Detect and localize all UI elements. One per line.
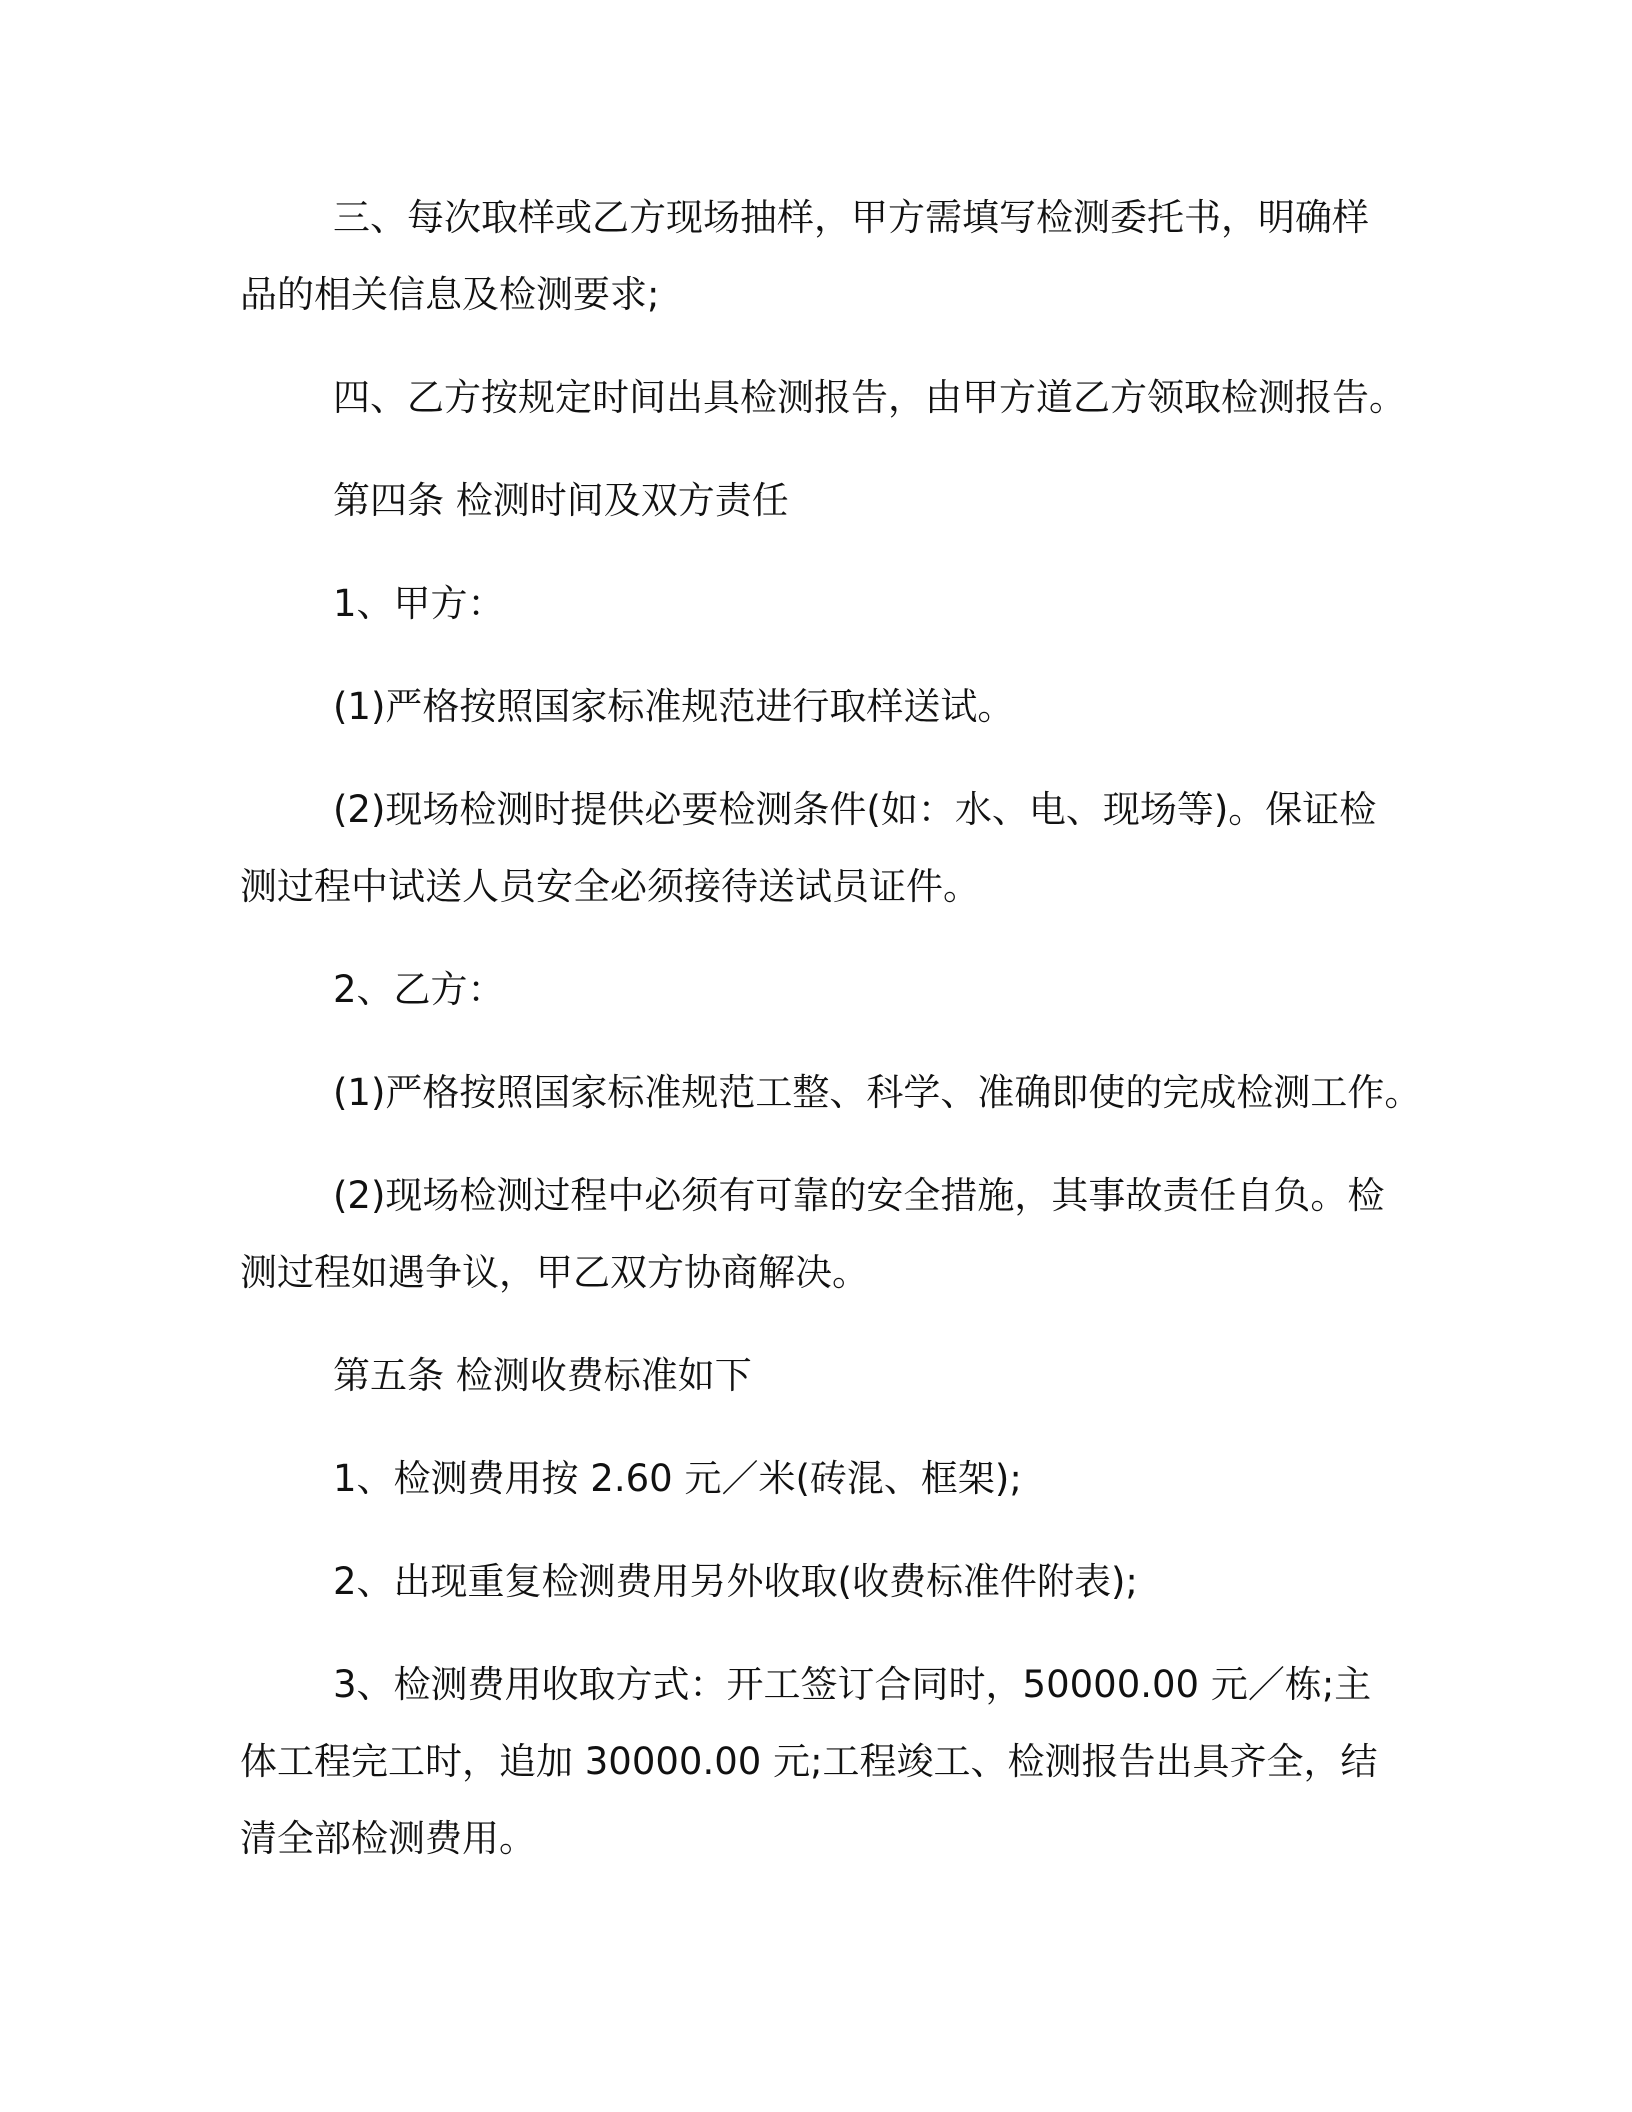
paragraph-line: (1)严格按照国家标准规范进行取样送试。 [333,685,1015,728]
paragraph-line: 清全部检测费用。 [240,1817,536,1860]
paragraph-line: 第五条 检测收费标准如下 [333,1354,752,1397]
paragraph-line: 测过程如遇争议，甲乙双方协商解决。 [240,1251,869,1294]
paragraph-line: 1、甲方： [333,582,505,625]
fee-item-2 [0,1543,1632,1620]
article-five-heading [0,1337,1632,1414]
paragraph-line: 品的相关信息及检测要求; [240,273,660,316]
paragraph-line: 2、出现重复检测费用另外收取(收费标准件附表); [333,1560,1138,1603]
paragraph-line: (2)现场检测时提供必要检测条件(如：水、电、现场等)。保证检 [333,788,1377,831]
paragraph-line: (1)严格按照国家标准规范工整、科学、准确即使的完成检测工作。 [333,1071,1422,1114]
article-four-heading [0,462,1632,539]
paragraph-line: 第四条 检测时间及双方责任 [333,479,789,522]
party-a-item-2 [0,771,1632,925]
fee-item-1 [0,1440,1632,1517]
paragraph-line: 三、每次取样或乙方现场抽样，甲方需填写检测委托书，明确样 [333,196,1369,239]
item-four-report [0,359,1632,436]
party-a-item-1 [0,668,1632,745]
item-three-sampling [0,179,1632,333]
paragraph-line: 测过程中试送人员安全必须接待送试员证件。 [240,865,980,908]
paragraph-line: 3、检测费用收取方式：开工签订合同时，50000.00 元／栋;主 [333,1663,1372,1706]
paragraph-line: 体工程完工时，追加 30000.00 元;工程竣工、检测报告出具齐全，结 [240,1740,1378,1783]
party-b-heading [0,951,1632,1028]
fee-item-3 [0,1646,1632,1877]
party-b-item-2 [0,1157,1632,1311]
party-b-item-1 [0,1054,1632,1131]
paragraph-line: 1、检测费用按 2.60 元／米(砖混、框架); [333,1457,1022,1500]
paragraph-line: (2)现场检测过程中必须有可靠的安全措施，其事故责任自负。检 [333,1174,1385,1217]
party-a-heading [0,565,1632,642]
paragraph-line: 四、乙方按规定时间出具检测报告，由甲方道乙方领取检测报告。 [333,376,1406,419]
paragraph-line: 2、乙方： [333,968,505,1011]
